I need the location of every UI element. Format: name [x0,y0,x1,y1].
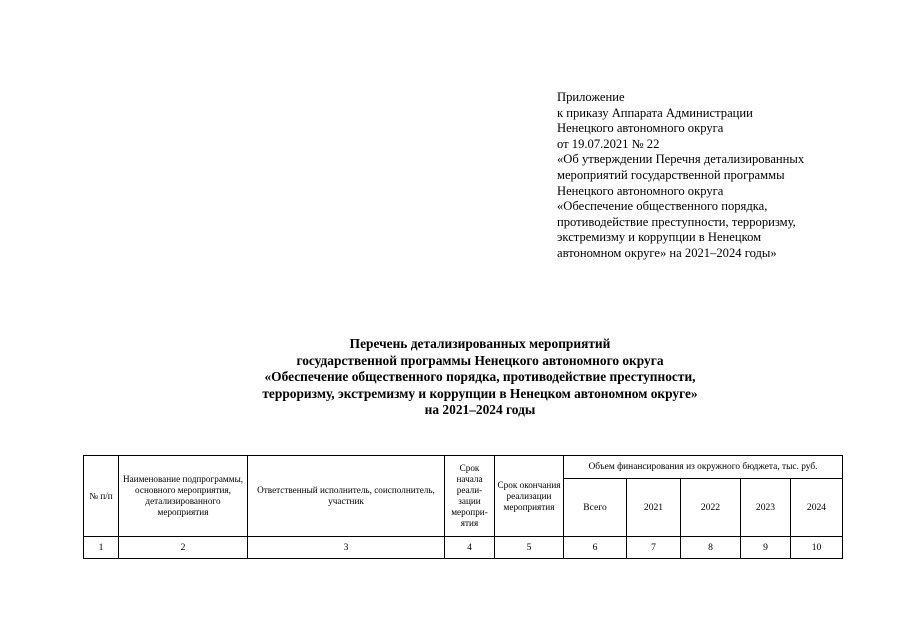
column-number: 2 [119,537,248,559]
column-number: 3 [248,537,445,559]
title-line: Перечень детализированных мероприятий [349,336,611,351]
header-total: Всего [564,479,627,537]
title-line: терроризму, экстремизму и коррупции в Ненецком автономном округе» [262,385,698,401]
column-number: 9 [741,537,791,559]
column-number-row [84,537,843,559]
appendix-line: Приложение [557,90,625,104]
column-number: 4 [445,537,495,559]
appendix-line: «Об утверждении Перечня детализированных [557,152,805,167]
header-2021: 2021 [627,479,681,537]
header-start: Срок начала реали-зации меропри-ятия [445,456,495,537]
column-number: 8 [681,537,741,559]
title-line: «Обеспечение общественного порядка, противодействие преступности, [264,369,696,385]
column-number: 10 [791,537,843,559]
header-2024: 2024 [791,479,843,537]
activities-table [83,455,843,559]
appendix-line: от 19.07.2021 № 22 [557,136,660,151]
appendix-line: Ненецкого автономного округа [557,121,724,136]
title-line: на 2021–2024 годы [424,402,536,418]
appendix-line: Ненецкого автономного округа [557,183,724,198]
appendix-line: экстремизму и коррупции в Ненецком [557,230,762,245]
column-number: 6 [564,537,627,559]
appendix-line: к приказу Аппарата Администрации [557,105,753,120]
appendix-line: автономном округе» на 2021–2024 годы» [557,245,777,260]
column-number: 1 [84,537,119,559]
column-number: 5 [495,537,564,559]
document-title [180,336,780,419]
column-number: 7 [627,537,681,559]
header-end: Срок окончания реализации мероприятия [495,456,564,537]
header-row [84,456,843,479]
header-financing: Объем финансирования из окружного бюджета, тыс. руб. [564,456,843,479]
appendix-line: противодействие преступности, терроризму, [557,214,796,229]
header-executor: Ответственный исполнитель, соисполнитель, участник [248,456,445,537]
title-line: государственной программы Ненецкого автономного округа [296,352,664,368]
header-2023: 2023 [741,479,791,537]
appendix-line: мероприятий государственной программы [557,167,785,182]
header-num: № п/п [84,456,119,537]
header-2022: 2022 [681,479,741,537]
appendix-block [557,90,887,262]
header-name: Наименование подпрограммы, основного мероприятия, детализированного мероприятия [119,456,248,537]
appendix-line: «Обеспечение общественного порядка, [557,199,768,214]
